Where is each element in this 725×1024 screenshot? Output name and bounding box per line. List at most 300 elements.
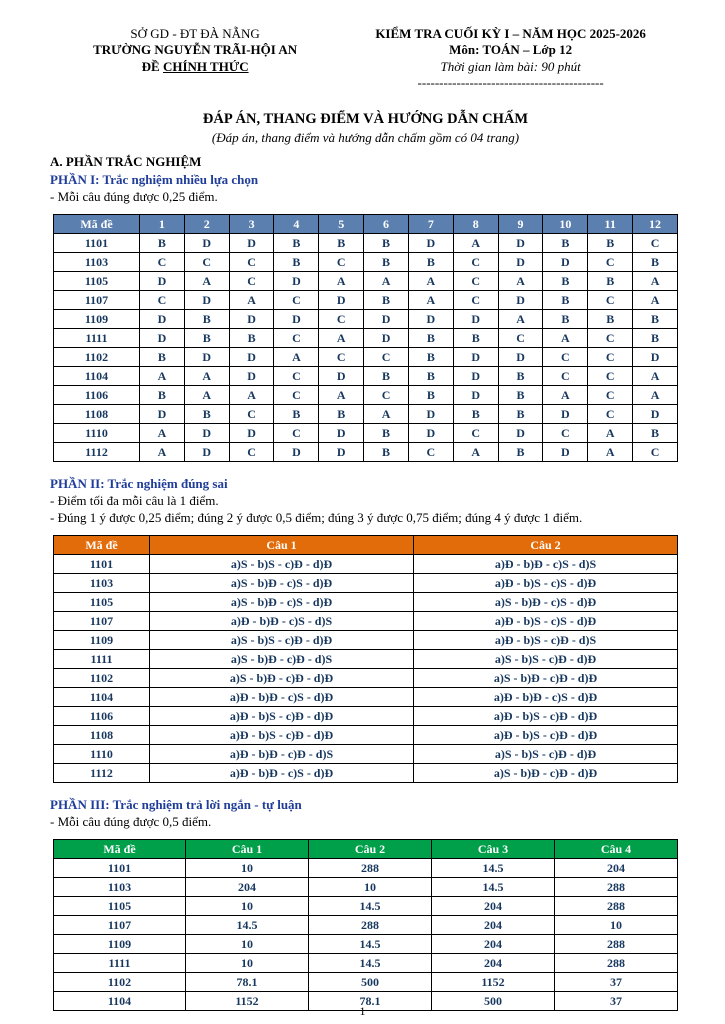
- part2-answer-table: [53, 535, 678, 783]
- answer-cell: D: [274, 310, 319, 329]
- answer-cell: A: [543, 329, 588, 348]
- table-row: [54, 650, 678, 669]
- part3-note: - Mỗi câu đúng được 0,5 điểm.: [50, 814, 212, 829]
- answer-cell: 288: [555, 878, 678, 897]
- answer-cell: D: [184, 424, 229, 443]
- answer-cell: A: [274, 348, 319, 367]
- answer-cell: C: [633, 443, 678, 462]
- table-row: [54, 272, 678, 291]
- answer-cell: A: [184, 367, 229, 386]
- exam-code-cell: 1108: [54, 405, 140, 424]
- answer-cell: C: [453, 253, 498, 272]
- column-header: Câu 1: [150, 536, 414, 555]
- table-header-row: [54, 215, 678, 234]
- exam-title: KIỂM TRA CUỐI KỲ I – NĂM HỌC 2025-2026: [375, 26, 646, 41]
- answer-cell: C: [588, 291, 633, 310]
- answer-cell: D: [319, 424, 364, 443]
- answer-cell: C: [453, 291, 498, 310]
- answer-cell: 78.1: [309, 992, 432, 1011]
- part1-answer-table: [53, 214, 678, 462]
- answer-cell: A: [364, 272, 409, 291]
- exam-code-cell: 1110: [54, 424, 140, 443]
- column-header: 5: [319, 215, 364, 234]
- column-header: 3: [229, 215, 274, 234]
- column-header: Câu 3: [432, 840, 555, 859]
- column-header: 8: [453, 215, 498, 234]
- exam-code-cell: 1102: [54, 348, 140, 367]
- answer-cell: D: [543, 405, 588, 424]
- answer-cell: A: [184, 272, 229, 291]
- answer-cell: D: [408, 234, 453, 253]
- answer-cell: D: [319, 367, 364, 386]
- answer-cell: C: [588, 329, 633, 348]
- answer-cell: B: [498, 443, 543, 462]
- answer-cell: C: [274, 291, 319, 310]
- exam-code-cell: 1106: [54, 707, 150, 726]
- answer-cell: D: [140, 329, 185, 348]
- answer-cell: D: [408, 405, 453, 424]
- answer-cell: A: [408, 272, 453, 291]
- answer-cell: 1152: [432, 973, 555, 992]
- answer-cell: D: [498, 234, 543, 253]
- answer-cell: A: [140, 424, 185, 443]
- exam-code-cell: 1111: [54, 650, 150, 669]
- exam-code-cell: 1104: [54, 688, 150, 707]
- answer-cell: A: [229, 386, 274, 405]
- table-row: [54, 878, 678, 897]
- answer-cell: A: [319, 386, 364, 405]
- exam-header-block: [340, 26, 681, 91]
- part1-note: - Mỗi câu đúng được 0,25 điểm.: [50, 189, 218, 204]
- exam-code-cell: 1105: [54, 897, 186, 916]
- table-row: [54, 234, 678, 253]
- answer-cell: A: [633, 367, 678, 386]
- exam-code-cell: 1104: [54, 992, 186, 1011]
- answer-cell: a)Đ - b)S - c)Đ - d)Đ: [150, 707, 414, 726]
- answer-cell: D: [319, 443, 364, 462]
- table-row: [54, 593, 678, 612]
- section-a-heading: A. PHẦN TRẮC NGHIỆM: [50, 154, 202, 169]
- answer-cell: A: [140, 443, 185, 462]
- exam-code-cell: 1110: [54, 745, 150, 764]
- table-header-row: [54, 536, 678, 555]
- answer-cell: C: [588, 348, 633, 367]
- answer-cell: C: [229, 405, 274, 424]
- exam-code-cell: 1107: [54, 291, 140, 310]
- answer-cell: 288: [555, 935, 678, 954]
- answer-cell: B: [588, 234, 633, 253]
- table-row: [54, 574, 678, 593]
- department-name: SỞ GD - ĐT ĐÀ NẴNG: [130, 26, 260, 41]
- answer-cell: C: [543, 367, 588, 386]
- answer-cell: 10: [555, 916, 678, 935]
- answer-cell: a)S - b)S - c)Đ - d)Đ: [150, 555, 414, 574]
- answer-cell: C: [274, 367, 319, 386]
- answer-cell: 37: [555, 973, 678, 992]
- column-header: Câu 1: [186, 840, 309, 859]
- column-header: 6: [364, 215, 409, 234]
- answer-cell: D: [364, 329, 409, 348]
- answer-cell: a)Đ - b)S - c)Đ - d)Đ: [414, 726, 678, 745]
- table-row: [54, 348, 678, 367]
- table-row: [54, 291, 678, 310]
- answer-cell: D: [184, 234, 229, 253]
- answer-cell: a)S - b)Đ - c)Đ - d)S: [150, 650, 414, 669]
- answer-cell: A: [498, 272, 543, 291]
- answer-cell: 37: [555, 992, 678, 1011]
- answer-cell: C: [229, 272, 274, 291]
- answer-cell: a)Đ - b)Đ - c)S - d)Đ: [414, 688, 678, 707]
- answer-cell: C: [453, 272, 498, 291]
- answer-cell: C: [319, 253, 364, 272]
- answer-cell: 288: [555, 954, 678, 973]
- answer-cell: 14.5: [309, 935, 432, 954]
- answer-cell: B: [408, 386, 453, 405]
- answer-cell: B: [543, 310, 588, 329]
- answer-cell: a)S - b)S - c)Đ - d)Đ: [150, 631, 414, 650]
- answer-cell: A: [364, 405, 409, 424]
- exam-code-cell: 1104: [54, 367, 140, 386]
- answer-cell: C: [140, 291, 185, 310]
- answer-cell: D: [229, 234, 274, 253]
- exam-code-cell: 1107: [54, 916, 186, 935]
- part3-answer-table: [53, 839, 678, 1011]
- table-row: [54, 973, 678, 992]
- table-row: [54, 612, 678, 631]
- answer-cell: 204: [555, 859, 678, 878]
- answer-cell: B: [140, 348, 185, 367]
- answer-cell: B: [319, 234, 364, 253]
- column-header: 12: [633, 215, 678, 234]
- answer-cell: C: [453, 424, 498, 443]
- table-row: [54, 935, 678, 954]
- answer-cell: A: [408, 291, 453, 310]
- exam-duration: Thời gian làm bài: 90 phút: [440, 58, 581, 74]
- answer-cell: D: [184, 291, 229, 310]
- answer-cell: B: [274, 405, 319, 424]
- exam-code-cell: 1103: [54, 574, 150, 593]
- answer-cell: C: [543, 348, 588, 367]
- answer-cell: B: [184, 310, 229, 329]
- answer-cell: D: [229, 424, 274, 443]
- answer-cell: D: [140, 405, 185, 424]
- answer-cell: 288: [309, 859, 432, 878]
- answer-cell: B: [184, 405, 229, 424]
- answer-cell: 14.5: [432, 859, 555, 878]
- answer-cell: 1152: [186, 992, 309, 1011]
- exam-code-cell: 1101: [54, 555, 150, 574]
- answer-cell: C: [408, 443, 453, 462]
- table-row: [54, 555, 678, 574]
- column-header: Câu 2: [309, 840, 432, 859]
- answer-cell: B: [543, 291, 588, 310]
- answer-cell: 500: [432, 992, 555, 1011]
- answer-cell: C: [274, 329, 319, 348]
- answer-cell: B: [274, 253, 319, 272]
- answer-cell: D: [140, 272, 185, 291]
- answer-cell: a)Đ - b)Đ - c)S - d)S: [150, 612, 414, 631]
- answer-cell: C: [229, 443, 274, 462]
- answer-cell: D: [229, 348, 274, 367]
- answer-cell: B: [633, 310, 678, 329]
- answer-cell: D: [543, 443, 588, 462]
- table-row: [54, 726, 678, 745]
- table-row: [54, 916, 678, 935]
- answer-cell: 14.5: [186, 916, 309, 935]
- part3-heading: PHẦN III: Trắc nghiệm trả lời ngắn - tự luận: [50, 797, 302, 812]
- answer-cell: A: [184, 386, 229, 405]
- table-row: [54, 859, 678, 878]
- answer-cell: C: [274, 424, 319, 443]
- column-header: 10: [543, 215, 588, 234]
- answer-cell: D: [453, 348, 498, 367]
- document-header: [50, 26, 681, 91]
- answer-cell: C: [498, 329, 543, 348]
- exam-code-cell: 1109: [54, 631, 150, 650]
- answer-cell: D: [364, 310, 409, 329]
- answer-cell: B: [408, 253, 453, 272]
- answer-cell: a)S - b)Đ - c)Đ - d)Đ: [150, 669, 414, 688]
- answer-cell: 288: [555, 897, 678, 916]
- column-header: 2: [184, 215, 229, 234]
- table-row: [54, 688, 678, 707]
- exam-type-official: CHÍNH THỨC: [162, 58, 249, 74]
- answer-cell: B: [408, 348, 453, 367]
- exam-code-cell: 1112: [54, 764, 150, 783]
- answer-cell: D: [453, 367, 498, 386]
- answer-cell: a)Đ - b)Đ - c)S - d)Đ: [150, 688, 414, 707]
- answer-cell: B: [364, 443, 409, 462]
- exam-code-cell: 1109: [54, 310, 140, 329]
- school-name: TRƯỜNG NGUYỄN TRÃI-HỘI AN: [93, 42, 298, 58]
- answer-cell: B: [140, 234, 185, 253]
- answer-cell: D: [184, 348, 229, 367]
- answer-cell: 204: [186, 878, 309, 897]
- answer-cell: A: [140, 367, 185, 386]
- answer-cell: A: [498, 310, 543, 329]
- table-row: [54, 897, 678, 916]
- answer-cell: C: [543, 424, 588, 443]
- exam-code-cell: 1103: [54, 253, 140, 272]
- table-row: [54, 631, 678, 650]
- answer-cell: a)S - b)S - c)Đ - d)Đ: [414, 745, 678, 764]
- answer-cell: A: [633, 386, 678, 405]
- answer-cell: C: [588, 405, 633, 424]
- answer-cell: A: [543, 386, 588, 405]
- answer-cell: 204: [432, 897, 555, 916]
- answer-cell: a)S - b)Đ - c)S - d)Đ: [150, 593, 414, 612]
- answer-cell: D: [229, 367, 274, 386]
- answer-cell: B: [408, 329, 453, 348]
- answer-cell: C: [588, 253, 633, 272]
- column-header: Câu 2: [414, 536, 678, 555]
- answer-cell: a)S - b)Đ - c)S - d)Đ: [150, 574, 414, 593]
- answer-cell: A: [229, 291, 274, 310]
- answer-cell: C: [184, 253, 229, 272]
- answer-cell: B: [633, 424, 678, 443]
- answer-cell: A: [319, 329, 364, 348]
- table-row: [54, 707, 678, 726]
- exam-code-cell: 1105: [54, 593, 150, 612]
- answer-cell: C: [140, 253, 185, 272]
- answer-cell: D: [543, 253, 588, 272]
- answer-cell: C: [274, 386, 319, 405]
- answer-cell: C: [229, 253, 274, 272]
- answer-cell: a)Đ - b)Đ - c)S - d)S: [414, 555, 678, 574]
- table-row: [54, 367, 678, 386]
- answer-cell: A: [319, 272, 364, 291]
- table-row: [54, 764, 678, 783]
- answer-cell: C: [319, 310, 364, 329]
- answer-cell: a)Đ - b)S - c)S - d)Đ: [414, 574, 678, 593]
- column-header: 11: [588, 215, 633, 234]
- page-subtitle: (Đáp án, thang điểm và hướng dẫn chấm gồm có 04 trang): [211, 130, 520, 145]
- column-header: 1: [140, 215, 185, 234]
- exam-code-column-header: Mã đề: [54, 215, 140, 234]
- answer-cell: B: [184, 329, 229, 348]
- answer-cell: D: [140, 310, 185, 329]
- answer-cell: D: [498, 291, 543, 310]
- answer-cell: D: [498, 424, 543, 443]
- answer-cell: D: [453, 310, 498, 329]
- answer-cell: 14.5: [432, 878, 555, 897]
- answer-cell: a)Đ - b)Đ - c)Đ - d)S: [150, 745, 414, 764]
- exam-code-cell: 1108: [54, 726, 150, 745]
- table-row: [54, 253, 678, 272]
- answer-cell: B: [408, 367, 453, 386]
- answer-cell: a)S - b)Đ - c)Đ - d)Đ: [414, 764, 678, 783]
- exam-type-line: [50, 59, 340, 75]
- answer-cell: A: [633, 291, 678, 310]
- answer-cell: B: [543, 234, 588, 253]
- exam-code-cell: 1102: [54, 669, 150, 688]
- table-row: [54, 745, 678, 764]
- answer-cell: B: [633, 253, 678, 272]
- answer-cell: B: [453, 405, 498, 424]
- page-number: 1: [359, 1004, 366, 1018]
- answer-cell: A: [588, 443, 633, 462]
- school-header-block: [50, 26, 340, 91]
- table-row: [54, 954, 678, 973]
- page-title: ĐÁP ÁN, THANG ĐIỂM VÀ HƯỚNG DẪN CHẤM: [202, 111, 529, 127]
- exam-code-cell: 1111: [54, 954, 186, 973]
- exam-code-cell: 1111: [54, 329, 140, 348]
- answer-cell: B: [543, 272, 588, 291]
- exam-code-cell: 1107: [54, 612, 150, 631]
- part2-heading: PHẦN II: Trắc nghiệm đúng sai: [50, 476, 228, 491]
- answer-cell: B: [319, 405, 364, 424]
- answer-cell: B: [588, 272, 633, 291]
- answer-cell: B: [588, 310, 633, 329]
- answer-cell: 10: [186, 859, 309, 878]
- answer-cell: a)Đ - b)Đ - c)S - d)Đ: [150, 764, 414, 783]
- exam-code-cell: 1109: [54, 935, 186, 954]
- answer-cell: A: [453, 234, 498, 253]
- answer-cell: B: [364, 424, 409, 443]
- answer-cell: a)Đ - b)S - c)Đ - d)Đ: [150, 726, 414, 745]
- column-header: Câu 4: [555, 840, 678, 859]
- answer-cell: A: [633, 272, 678, 291]
- answer-cell: B: [498, 405, 543, 424]
- table-header-row: [54, 840, 678, 859]
- answer-cell: B: [498, 367, 543, 386]
- answer-cell: 10: [186, 954, 309, 973]
- column-header: 9: [498, 215, 543, 234]
- exam-code-cell: 1101: [54, 234, 140, 253]
- answer-cell: D: [319, 291, 364, 310]
- answer-cell: C: [588, 367, 633, 386]
- table-row: [54, 405, 678, 424]
- answer-cell: B: [229, 329, 274, 348]
- answer-cell: a)S - b)Đ - c)Đ - d)Đ: [414, 669, 678, 688]
- answer-cell: 14.5: [309, 954, 432, 973]
- answer-cell: a)Đ - b)S - c)Đ - d)S: [414, 631, 678, 650]
- exam-code-cell: 1105: [54, 272, 140, 291]
- part1-heading: PHẦN I: Trắc nghiệm nhiều lựa chọn: [50, 172, 259, 187]
- answer-cell: D: [229, 310, 274, 329]
- answer-cell: 204: [432, 916, 555, 935]
- table-row: [54, 669, 678, 688]
- answer-cell: D: [408, 310, 453, 329]
- column-header: 4: [274, 215, 319, 234]
- answer-cell: D: [184, 443, 229, 462]
- answer-cell: B: [140, 386, 185, 405]
- part2-note-1: - Điểm tối đa mỗi câu là 1 điểm.: [50, 493, 219, 508]
- answer-cell: B: [364, 367, 409, 386]
- exam-code-cell: 1112: [54, 443, 140, 462]
- exam-code-cell: 1101: [54, 859, 186, 878]
- answer-cell: B: [633, 329, 678, 348]
- answer-cell: C: [633, 234, 678, 253]
- answer-cell: D: [274, 272, 319, 291]
- answer-cell: B: [453, 329, 498, 348]
- answer-cell: 500: [309, 973, 432, 992]
- answer-cell: D: [498, 348, 543, 367]
- column-header: 7: [408, 215, 453, 234]
- answer-cell: 14.5: [309, 897, 432, 916]
- table-row: [54, 424, 678, 443]
- exam-code-column-header: Mã đề: [54, 840, 186, 859]
- answer-cell: 10: [186, 897, 309, 916]
- answer-cell: a)Đ - b)S - c)Đ - d)Đ: [414, 707, 678, 726]
- exam-code-cell: 1106: [54, 386, 140, 405]
- answer-cell: 204: [432, 954, 555, 973]
- answer-cell: B: [364, 253, 409, 272]
- table-row: [54, 386, 678, 405]
- table-row: [54, 310, 678, 329]
- answer-cell: D: [453, 386, 498, 405]
- answer-cell: D: [633, 405, 678, 424]
- exam-subject: Môn: TOÁN – Lớp 12: [449, 42, 573, 58]
- answer-cell: D: [498, 253, 543, 272]
- answer-cell: D: [408, 424, 453, 443]
- exam-code-column-header: Mã đề: [54, 536, 150, 555]
- answer-cell: a)S - b)Đ - c)S - d)Đ: [414, 593, 678, 612]
- answer-cell: 10: [309, 878, 432, 897]
- answer-cell: B: [274, 234, 319, 253]
- answer-cell: D: [633, 348, 678, 367]
- exam-code-cell: 1103: [54, 878, 186, 897]
- answer-cell: 204: [432, 935, 555, 954]
- answer-cell: A: [588, 424, 633, 443]
- answer-cell: 288: [309, 916, 432, 935]
- answer-cell: B: [364, 234, 409, 253]
- dashed-divider: -------------------------------------------: [417, 74, 604, 90]
- answer-cell: C: [588, 386, 633, 405]
- answer-cell: C: [364, 386, 409, 405]
- answer-cell: C: [319, 348, 364, 367]
- exam-code-cell: 1102: [54, 973, 186, 992]
